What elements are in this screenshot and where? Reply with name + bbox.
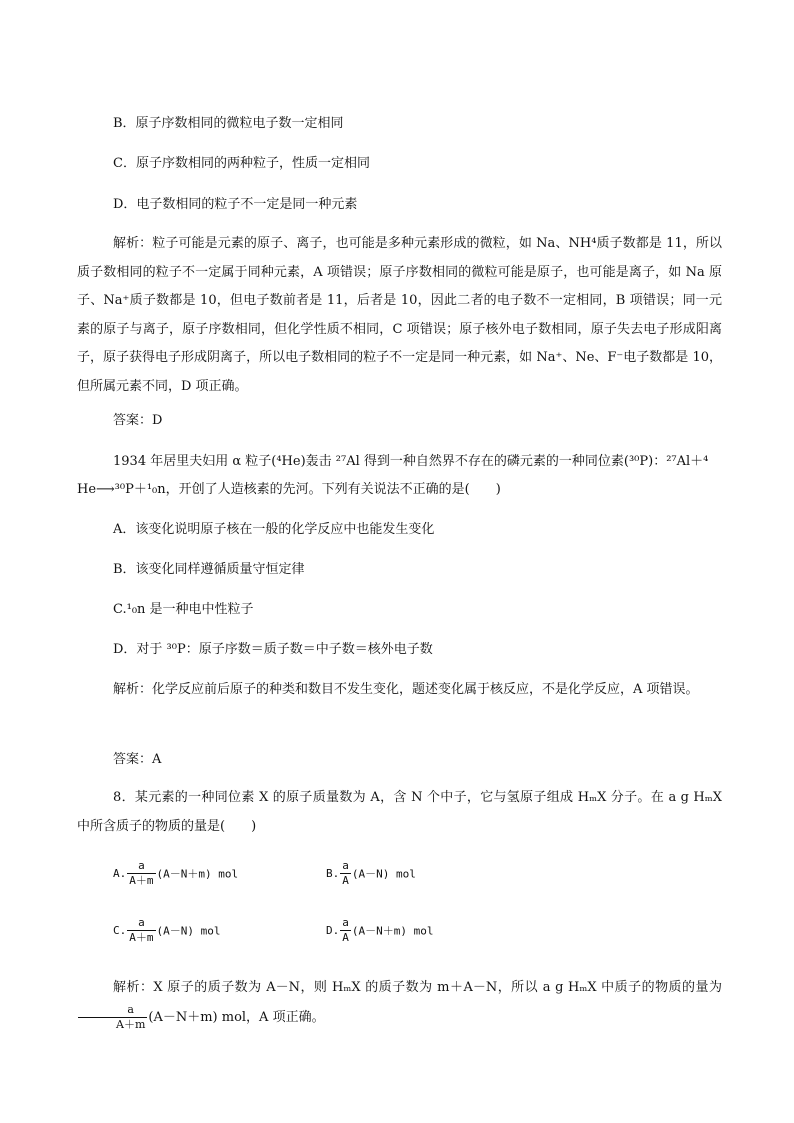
q8-option-d [326, 916, 433, 945]
q8-analysis [77, 974, 722, 1032]
fraction-numerator: a [127, 859, 155, 874]
q8-option-b [326, 859, 416, 888]
q8-option-a [113, 859, 238, 888]
q8-stem-text: 8．某元素的一种同位素 X 的原子质量数为 A，含 N 个中子，它与氢原子组成 HₘX 分子。在 a g HₘX 中所含质子的物质的量是( ) [77, 790, 722, 834]
fraction [127, 916, 155, 945]
q7-answer: 答案：A [113, 752, 162, 767]
prev-answer: 答案：D [113, 413, 163, 428]
fraction-numerator: a [342, 916, 349, 929]
fraction-denominator: A＋m [129, 874, 154, 887]
q8-option-a-label: A. [113, 867, 127, 880]
fraction [340, 859, 351, 888]
q8-option-d-tail: (A－N＋m) mol [351, 924, 434, 938]
fraction-denominator: A＋m [116, 1017, 146, 1031]
line-prev-option-b: B．原子序数相同的微粒电子数一定相同 [113, 116, 344, 131]
q7-stem-line1: 1934 年居里夫妇用 α 粒子(⁴He)轰击 ²⁷Al 得到一种自然界不存在的磷元素的一种同位素(³⁰P)：²⁷Al＋⁴ [113, 454, 709, 469]
fraction-denominator: A [342, 931, 349, 944]
fraction-numerator: a [127, 916, 155, 931]
fraction-denominator: A＋m [129, 931, 154, 944]
q8-option-b-label: B. [326, 867, 340, 880]
fraction-numerator: a [342, 859, 349, 872]
q7-option-d: D．对于 ³⁰P：原子序数＝质子数＝中子数＝核外电子数 [113, 642, 433, 657]
q8-option-c-tail: (A－N) mol [156, 924, 221, 938]
q7-stem-line2: He⟶³⁰P＋¹₀n，开创了人造核素的先河。下列有关说法不正确的是( ) [77, 482, 501, 497]
line-prev-option-d: D．电子数相同的粒子不一定是同一种元素 [113, 197, 358, 212]
q8-option-b-tail: (A－N) mol [351, 867, 416, 881]
line-prev-option-c: C．原子序数相同的两种粒子，性质一定相同 [113, 156, 370, 171]
fraction [78, 1003, 147, 1032]
q7-analysis-text: 解析：化学反应前后原子的种类和数目不发生变化，题述变化属于核反应，不是化学反应，A 项错误。 [113, 682, 699, 697]
q8-option-d-label: D. [326, 924, 340, 937]
q7-option-b: B．该变化同样遵循质量守恒定律 [113, 562, 305, 577]
fraction-numerator: a [78, 1003, 147, 1018]
fraction-denominator: A [342, 874, 349, 887]
fraction [127, 859, 155, 888]
fraction [340, 916, 351, 945]
q7-option-a: A．该变化说明原子核在一般的化学反应中也能发生变化 [113, 522, 435, 537]
q8-option-c [113, 916, 220, 945]
q8-option-a-tail: (A－N＋m) mol [156, 867, 239, 881]
q8-analysis-suffix: (A－N＋m) mol，A 项正确。 [148, 1009, 325, 1025]
q8-stem [77, 784, 722, 841]
q8-option-c-label: C. [113, 924, 127, 937]
q8-analysis-text [77, 974, 722, 1032]
q7-analysis [77, 676, 722, 705]
prev-analysis [77, 230, 722, 401]
q7-option-c: C.¹₀n 是一种电中性粒子 [113, 602, 254, 617]
q8-analysis-prefix: 解析：X 原子的质子数为 A－N，则 HₘX 的质子数为 m＋A－N，所以 a g HₘX 中质子的物质的量为 [113, 980, 722, 995]
prev-analysis-text: 解析：粒子可能是元素的原子、离子，也可能是多种元素形成的微粒，如 Na、NH⁴质子数都是 11，所以质子数相同的粒子不一定属于同种元素，A 项错误；原子序数相同的微粒可能是原子，也可能是离子，如 Na 原子、Na⁺质子数都是 10，但电子数前者是 11，后者是 10，因此二者的电子数不一定相同，B 项错误；同一元素的原子与离子，原子序数相同，但化学性质不相同，C 项错误；原子核外电子数相同，原子失去电子形成阳离子，原子获得电子形成阴离子，所以电子数相同的粒子不一定是同一种元素，如 Na⁺、Ne、F⁻电子数都是 10，但所属元素不同，D 项正确。 [77, 236, 722, 394]
